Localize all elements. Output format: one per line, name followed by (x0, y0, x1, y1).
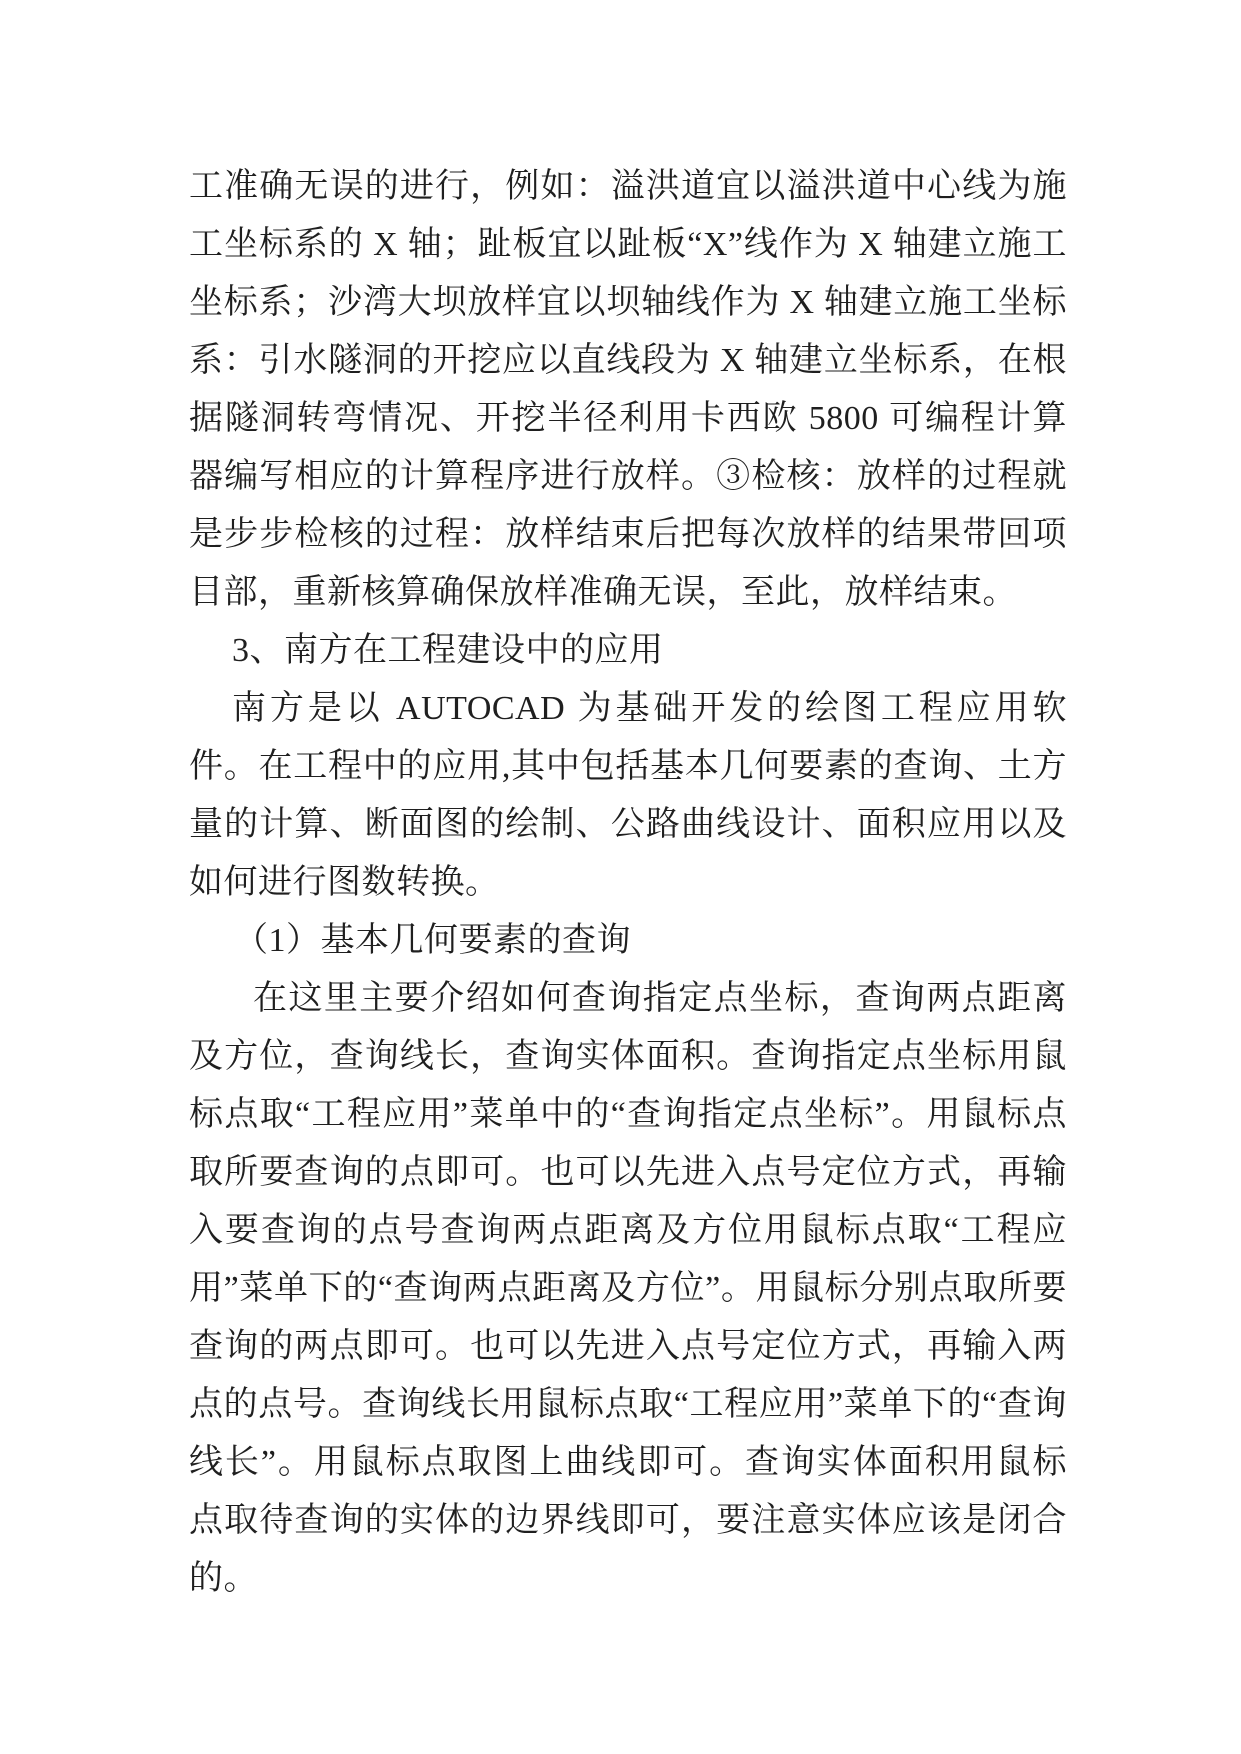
paragraph-body: 南方是以 AUTOCAD 为基础开发的绘图工程应用软件。在工程中的应用,其中包括基本几何要素的查询、土方量的计算、断面图的绘制、公路曲线设计、面积应用以及如何进行图数转换。 (189, 690, 1067, 901)
paragraph-section-heading: 3、南方在工程建设中的应用 (232, 632, 664, 669)
paragraph-sub-heading: （1）基本几何要素的查询 (234, 922, 631, 959)
paragraph-body-continuation: 工准确无误的进行，例如：溢洪道宜以溢洪道中心线为施工坐标系的 X 轴；趾板宜以趾板“X”线作为 X 轴建立施工坐标系；沙湾大坝放样宜以坝轴线作为 X 轴建立施工坐标系：引水隧洞的开挖应以直线段为 X 轴建立坐标系，在根据隧洞转弯情况、开挖半径利用卡西欧 5800 可编程计算器编写相应的计算程序进行放样。③检核：放样的过程就是步步检核的过程：放样结束后把每次放样的结果带回项目部，重新核算确保放样准确无误，至此，放样结束。 (189, 168, 1067, 611)
paragraph-body: 在这里主要介绍如何查询指定点坐标，查询两点距离及方位，查询线长，查询实体面积。查询指定点坐标用鼠标点取“工程应用”菜单中的“查询指定点坐标”。用鼠标点取所要查询的点即可。也可以先进入点号定位方式，再输入要查询的点号查询两点距离及方位用鼠标点取“工程应用”菜单下的“查询两点距离及方位”。用鼠标分别点取所要查询的两点即可。也可以先进入点号定位方式，再输入两点的点号。查询线长用鼠标点取“工程应用”菜单下的“查询线长”。用鼠标点取图上曲线即可。查询实体面积用鼠标点取待查询的实体的边界线即可，要注意实体应该是闭合的。 (189, 980, 1067, 1597)
document-text-block (189, 158, 1067, 1608)
